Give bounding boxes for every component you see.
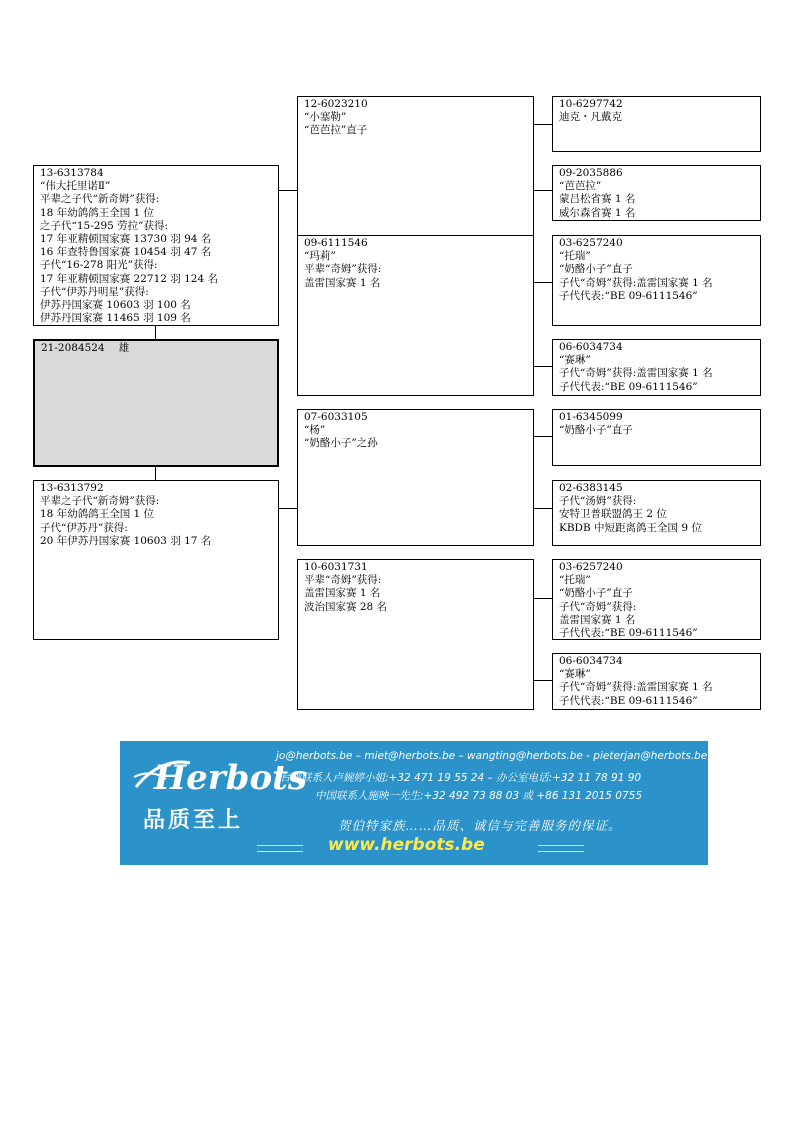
ring-number: 09-2035886 (559, 167, 623, 179)
ring-number: 09-6111546 (304, 237, 368, 249)
pedigree-line: 18 年幼鸽鸽王全国 1 位 (40, 508, 155, 521)
pedigree-box-dss (552, 409, 761, 466)
banner-motto: 品质至上 (143, 808, 244, 833)
pedigree-line: 子代代表:“BE 09-6111546” (559, 627, 698, 640)
banner-slogan: 贺伯特家族……品质、诚信与完善服务的保证。 (338, 818, 622, 833)
pedigree-line: 20 年伊苏丹国家赛 10603 羽 17 名 (40, 534, 212, 547)
pedigree-line: “奶酪小子”直子 (559, 587, 633, 600)
ring-number: 06-6034734 (559, 341, 623, 353)
connector (155, 326, 156, 340)
pedigree-line: “奶酪小子”直子 (559, 263, 633, 276)
subject-ring-number: 21-2084524 (41, 342, 105, 354)
pedigree-line: 之子代“15-295 劳拉”获得: (40, 219, 169, 232)
banner-emails[interactable]: jo@herbots.be – miet@herbots.be – wangting@herbots.be - pieterjan@herbots.be (276, 750, 708, 762)
pedigree-line: 16 年查特鲁国家赛 10454 羽 47 名 (40, 246, 212, 259)
ring-number: 10-6297742 (559, 98, 623, 110)
ring-number: 12-6023210 (304, 98, 368, 110)
subject-sex: 雄 (118, 342, 130, 354)
ring-number: 03-6257240 (559, 561, 623, 573)
connector (534, 508, 552, 509)
ring-number: 07-6033105 (304, 411, 368, 423)
ring-number: 10-6031731 (304, 561, 368, 573)
pedigree-line: 子代“奇姆”获得:盖雷国家赛 1 名 (559, 367, 713, 380)
pedigree-line: “奶酪小子”之孙 (304, 437, 378, 450)
connector (534, 366, 552, 367)
connector (534, 598, 552, 599)
pedigree-line: 伊苏丹国家赛 11465 羽 109 名 (40, 312, 191, 325)
pedigree-line: 盖雷国家赛 1 名 (304, 587, 381, 600)
ring-number: 01-6345099 (559, 411, 623, 423)
pedigree-line: “芭芭拉” (559, 180, 602, 193)
banner-taiwan-contact: 台湾联系人卢婉婷小姐:+32 471 19 55 24 – 办公室电话:+32 11 78 91 90 (280, 772, 642, 784)
pedigree-line: 平辈“奇姆”获得: (304, 574, 382, 587)
herbots-logo-icon (132, 749, 307, 799)
pedigree-line: 安特卫普联盟鸽王 2 位 (559, 508, 667, 521)
pedigree-line: 子代“奇姆”获得: (559, 600, 637, 613)
pedigree-line: 子代“伊苏丹”获得: (40, 521, 128, 534)
banner-website-link[interactable]: www.herbots.be (328, 835, 485, 855)
pedigree-line: 子代“伊苏丹明星”获得: (40, 285, 149, 298)
pedigree-line: “杨” (304, 424, 326, 437)
connector (155, 466, 156, 480)
ring-number: 13-6313792 (40, 482, 104, 494)
connector (279, 190, 297, 191)
pedigree-line: 盖雷国家赛 1 名 (559, 613, 636, 626)
pedigree-line: “伟大托里诺Ⅱ” (40, 180, 111, 193)
pedigree-line: 子代“奇姆”获得:盖雷国家赛 1 名 (559, 276, 713, 289)
herbots-banner (120, 741, 708, 865)
pedigree-box-dsd (552, 480, 761, 546)
pedigree-box-sire-sire (297, 96, 534, 236)
decorative-rule (538, 845, 584, 852)
pedigree-line: 子代代表:“BE 09-6111546” (559, 694, 698, 707)
pedigree-line: 威尔森省赛 1 名 (559, 206, 636, 219)
pedigree-line: “小塞勒” (304, 111, 347, 124)
pedigree-line: 平辈之子代“新奇姆”获得: (40, 193, 160, 206)
connector (534, 190, 552, 191)
pedigree-box-sire-dam (297, 235, 534, 396)
pedigree-line: 子代“奇姆”获得:盖雷国家赛 1 名 (559, 681, 713, 694)
connector (534, 680, 552, 681)
connector (279, 508, 297, 509)
pedigree-line: “赛琳” (559, 354, 591, 367)
pedigree-box-sds (552, 235, 761, 326)
pedigree-line: 平辈之子代“新奇姆”获得: (40, 495, 160, 508)
pedigree-line: 平辈“奇姆”获得: (304, 263, 382, 276)
pedigree-line: 伊苏丹国家赛 10603 羽 100 名 (40, 299, 191, 312)
pedigree-line: 迪克・凡戴克 (559, 111, 622, 124)
pedigree-line: “玛莉” (304, 250, 336, 263)
pedigree-line: 子代“16-278 阳光”获得: (40, 259, 158, 272)
pedigree-line: 17 年亚精顿国家赛 13730 羽 94 名 (40, 233, 212, 246)
pedigree-line: 子代代表:“BE 09-6111546” (559, 380, 698, 393)
pedigree-box-dam (33, 480, 279, 640)
logo-text: Herbots (154, 758, 307, 798)
pedigree-box-dam-sire (297, 409, 534, 546)
pedigree-line: “托瑞” (559, 574, 591, 587)
ring-number: 06-6034734 (559, 655, 623, 667)
ring-number: 03-6257240 (559, 237, 623, 249)
pedigree-line: 蒙吕松省赛 1 名 (559, 193, 636, 206)
banner-china-contact: 中国联系人施映一先生:+32 492 73 88 03 或 +86 131 2015 0755 (315, 790, 643, 802)
pedigree-box-dds (552, 559, 761, 640)
ring-number: 02-6383145 (559, 482, 623, 494)
pedigree-box-sire (33, 165, 279, 326)
pedigree-line: “芭芭拉”直子 (304, 124, 368, 137)
pedigree-box-subject (33, 339, 279, 467)
decorative-rule (257, 845, 303, 852)
pedigree-line: 子代“汤姆”获得: (559, 495, 637, 508)
pedigree-box-ssd (552, 165, 761, 221)
pedigree-box-dam-dam (297, 559, 534, 710)
pedigree-line: KBDB 中短距离鸽王全国 9 位 (559, 521, 702, 534)
pedigree-line: “托瑞” (559, 250, 591, 263)
pedigree-line: “赛琳” (559, 668, 591, 681)
ring-number: 13-6313784 (40, 167, 104, 179)
pedigree-line: 18 年幼鸽鸽王全国 1 位 (40, 206, 155, 219)
pedigree-line: 子代代表:“BE 09-6111546” (559, 289, 698, 302)
pedigree-box-ddd (552, 653, 761, 710)
pedigree-line: “奶酪小子”直子 (559, 424, 633, 437)
connector (534, 124, 552, 125)
connector (534, 436, 552, 437)
pedigree-line: 盖雷国家赛 1 名 (304, 276, 381, 289)
connector (534, 282, 552, 283)
pedigree-line: 波治国家赛 28 名 (304, 600, 388, 613)
pedigree-box-sdd (552, 339, 761, 396)
pedigree-box-sss (552, 96, 761, 152)
pedigree-line: 17 年亚精顿国家赛 22712 羽 124 名 (40, 272, 218, 285)
